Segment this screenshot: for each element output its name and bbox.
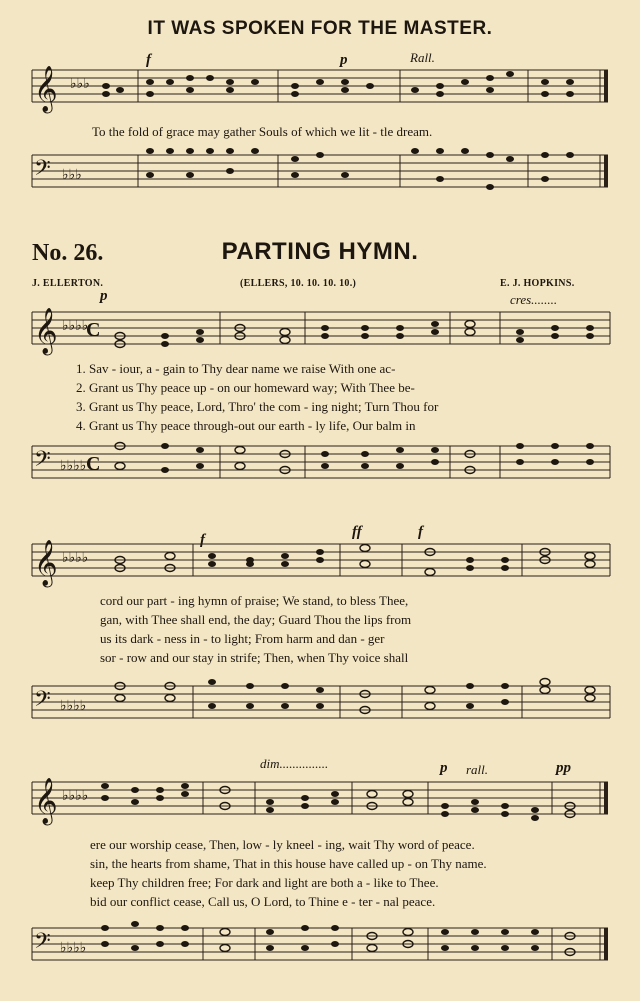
sys3-dynamic-p: p [440,760,448,776]
svg-text:𝄢: 𝄢 [34,156,51,186]
sys1-verse-1: 1. Sav - iour, a - gain to Thy dear name we raise With one ac- [76,361,396,376]
svg-text:𝄞: 𝄞 [34,778,58,824]
sys1-lyrics [76,359,596,435]
svg-text:C: C [86,319,101,341]
sys3-verse-4: bid our conflict cease, Call us, O Lord, to Thine e - ter - nal peace. [90,894,436,909]
svg-text:♭♭♭♭: ♭♭♭♭ [62,789,89,804]
sys1-verse-3: 3. Grant us Thy peace, Lord, Thro' the com - ing night; Turn Thou for [76,399,439,414]
hymn-tune: (ELLERS, 10. 10. 10. 10.) [240,278,357,289]
svg-text:♭♭♭: ♭♭♭ [62,168,82,183]
sys1-bass-staff [0,436,640,496]
hymn-composer: E. J. HOPKINS. [500,278,575,289]
svg-text:C: C [86,453,101,475]
sys2-dynamic-f1: f [200,532,205,548]
top-piece-lyric [92,122,612,141]
sys3-verse-3: keep Thy children free; For dark and light are both a - like to Thee. [90,875,439,890]
sys2-lyrics [100,591,620,667]
sys1-treble-staff [0,302,640,362]
hymn-author: J. ELLERTON. [32,278,104,289]
svg-text:𝄞: 𝄞 [34,540,58,586]
svg-text:♭♭♭♭: ♭♭♭♭ [62,319,89,334]
sys1-verse-4: 4. Grant us Thy peace through-out our earth - ly life, Our balm in [76,418,416,433]
sys3-treble-staff [0,772,640,832]
svg-text:♭♭♭♭: ♭♭♭♭ [62,551,89,566]
sys3-dynamic-rall: rall. [466,762,489,777]
top-treble-staff [0,60,640,120]
sys1-dynamic-cres: cres........ [510,292,558,307]
top-piece-title: IT WAS SPOKEN FOR THE MASTER. [147,18,493,39]
svg-text:♭♭♭: ♭♭♭ [70,77,90,92]
hymn-title: PARTING HYMN. [221,238,419,265]
sys2-treble-staff [0,534,640,594]
sys3-dynamic-dim: dim............... [260,756,329,771]
sys3-verse-2: sin, the hearts from shame, That in this house have called up - on Thy name. [90,856,487,871]
top-dynamic-f: f [146,52,151,68]
sys2-dynamic-ff: ff [352,524,362,540]
top-bass-staff [0,145,640,215]
sys1-verse-2: 2. Grant us Thy peace up - on our homeward way; With Thee be- [76,380,415,395]
sys2-verse-4: sor - row and our stay in strife; Then, when Thy voice shall [100,650,409,665]
sys1-dynamic-p: p [100,288,108,304]
top-lyric-line: To the fold of grace may gather Souls of which we lit - tle dream. [92,124,433,139]
svg-text:♭♭♭♭: ♭♭♭♭ [60,459,87,474]
hymn-number: No. 26. [32,240,104,266]
sys3-dynamic-pp: pp [556,760,571,776]
sys2-verse-1: cord our part - ing hymn of praise; We stand, to bless Thee, [100,593,409,608]
svg-text:𝄢: 𝄢 [34,687,51,717]
sys2-dynamic-f2: f [418,524,423,540]
sys3-verse-1: ere our worship cease, Then, low - ly kneel - ing, wait Thy word of peace. [90,837,475,852]
sys2-verse-2: gan, with Thee shall end, the day; Guard Thou the lips from [100,612,412,627]
sys2-bass-staff [0,676,640,736]
sys3-bass-staff [0,918,640,978]
top-dynamic-rall: Rall. [410,50,435,65]
svg-text:𝄞: 𝄞 [34,308,58,354]
svg-text:𝄢: 𝄢 [34,929,51,959]
svg-text:𝄢: 𝄢 [34,447,51,477]
top-dynamic-p: p [340,52,348,68]
svg-text:𝄞: 𝄞 [34,66,58,112]
svg-text:♭♭♭♭: ♭♭♭♭ [60,699,87,714]
svg-text:♭♭♭♭: ♭♭♭♭ [60,941,87,956]
sys2-verse-3: us its dark - ness in - to light; From harm and dan - ger [100,631,385,646]
sys3-lyrics [90,835,610,911]
